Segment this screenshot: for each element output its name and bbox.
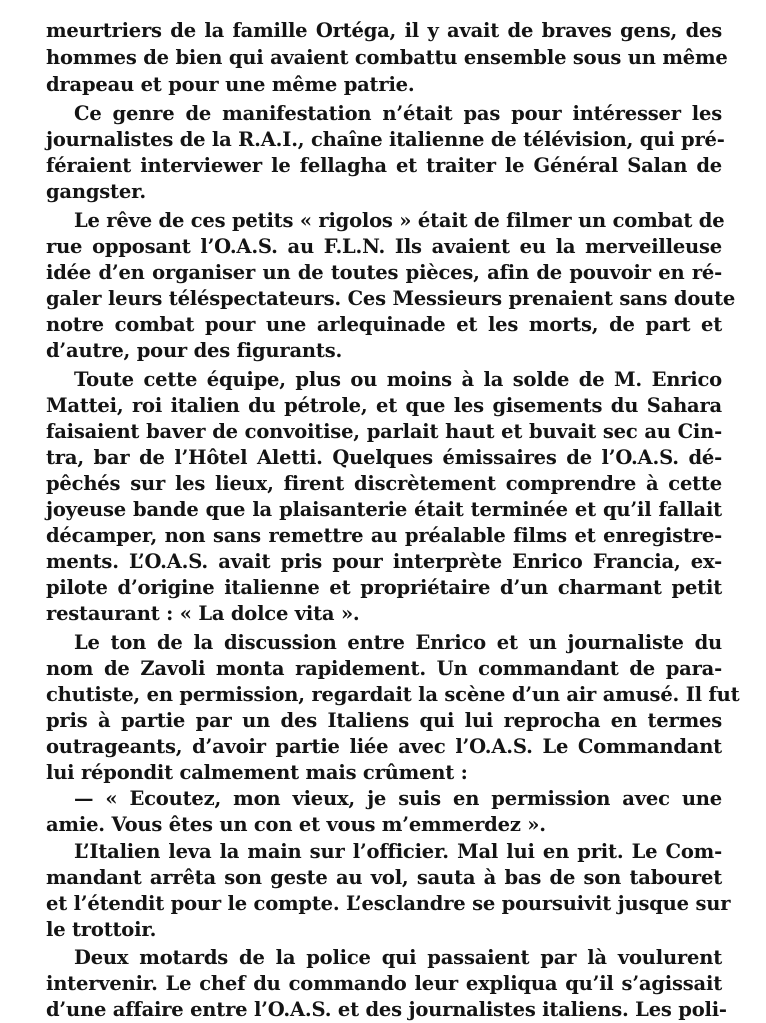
text-line: et l’étendit pour le compte. L’esclandre se poursuivit jusque sur (46, 892, 731, 915)
text-line: outrageants, d’avoir partie liée avec l’O.A.S. Le Commandant (46, 735, 722, 758)
text-line: faisaient baver de convoitise, parlait haut et buvait sec au Cin- (46, 420, 722, 443)
text-line: notre combat pour une arlequinade et les morts, de part et (46, 313, 722, 336)
text-line: décamper, non sans remettre au préalable films et enregistre- (46, 524, 722, 547)
text-line: gangster. (46, 180, 146, 203)
text-line: pêchés sur les lieux, firent discrètement comprendre à cette (46, 472, 722, 495)
text-line: restaurant : « La dolce vita ». (46, 602, 360, 625)
text-line: chutiste, en permission, regardait la scène d’un air amusé. Il fut (46, 683, 740, 706)
text-line: joyeuse bande que la plaisanterie était terminée et qu’il fallait (46, 498, 722, 521)
text-line: meurtriers de la famille Ortéga, il y avait de braves gens, des (46, 19, 722, 42)
text-line: tra, bar de l’Hôtel Aletti. Quelques émissaires de l’O.A.S. dé- (46, 446, 722, 469)
text-line: drapeau et pour une même patrie. (46, 73, 415, 96)
text-line: mandant arrêta son geste au vol, sauta à bas de son tabouret (46, 866, 722, 889)
text-line: galer leurs téléspectateurs. Ces Messieurs prenaient sans doute (46, 287, 736, 310)
text-line: journalistes de la R.A.I., chaîne italienne de télévision, qui pré- (46, 128, 725, 151)
text-line: L’Italien leva la main sur l’officier. Mal lui en prit. Le Com- (74, 840, 722, 863)
text-line: pilote d’origine italienne et propriétaire d’un charmant petit (46, 576, 722, 599)
text-line: lui répondit calmement mais crûment : (46, 761, 468, 784)
text-line: Toute cette équipe, plus ou moins à la solde de M. Enrico (74, 368, 722, 391)
text-line: Mattei, roi italien du pétrole, et que les gisements du Sahara (46, 394, 722, 417)
text-line: Le ton de la discussion entre Enrico et un journaliste du (74, 631, 722, 654)
text-line: hommes de bien qui avaient combattu ensemble sous un même (46, 46, 728, 69)
text-line: féraient interviewer le fellagha et traiter le Général Salan de (46, 154, 722, 177)
text-line: amie. Vous êtes un con et vous m’emmerdez ». (46, 813, 546, 836)
text-line: — « Ecoutez, mon vieux, je suis en permission avec une (74, 787, 722, 810)
text-line: Deux motards de la police qui passaient par là voulurent (74, 946, 722, 969)
text-line: nom de Zavoli monta rapidement. Un commandant de para- (46, 657, 722, 680)
text-line: rue opposant l’O.A.S. au F.L.N. Ils avaient eu la merveilleuse (46, 235, 722, 258)
text-line: d’une affaire entre l’O.A.S. et des journalistes italiens. Les poli- (46, 998, 727, 1021)
text-line: intervenir. Le chef du commando leur expliqua qu’il s’agissait (46, 972, 722, 995)
text-line: pris à partie par un des Italiens qui lui reprocha en termes (46, 709, 722, 732)
text-line: le trottoir. (46, 918, 157, 941)
text-line: d’autre, pour des figurants. (46, 339, 343, 362)
text-line: Le rêve de ces petits « rigolos » était de filmer un combat de (74, 209, 725, 232)
text-line: idée d’en organiser un de toutes pièces, afin de pouvoir en ré- (46, 261, 722, 284)
text-line: Ce genre de manifestation n’était pas pour intéresser les (74, 102, 722, 125)
text-line: ments. L’O.A.S. avait pris pour interprète Enrico Francia, ex- (46, 550, 722, 573)
